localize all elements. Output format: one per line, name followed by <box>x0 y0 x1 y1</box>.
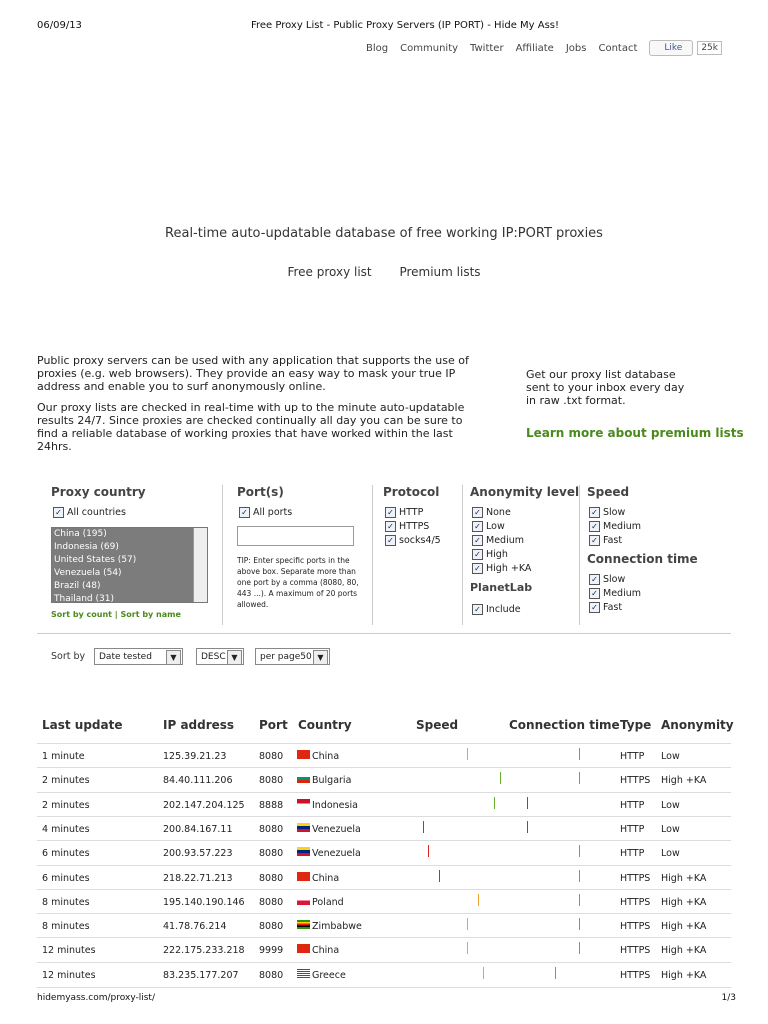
cell-last-update: 6 minutes <box>42 872 90 884</box>
speed-indicator <box>423 821 424 833</box>
cell-ip-address: 195.140.190.146 <box>163 896 245 908</box>
premium-promo-text: Get our proxy list database sent to your inbox every day in raw .txt format. <box>526 368 685 407</box>
checkbox-checked-icon: ✓ <box>472 521 483 532</box>
conn-label: Fast <box>603 601 623 613</box>
cell-country: China <box>312 945 340 957</box>
country-option[interactable]: Brazil (48) <box>54 581 101 591</box>
flag-china-icon <box>297 750 310 759</box>
cell-last-update: 6 minutes <box>42 848 90 860</box>
protocol-http-checkbox[interactable] <box>385 505 441 519</box>
table-row <box>37 937 731 962</box>
cell-country: China <box>312 872 340 884</box>
cell-type: HTTPS <box>620 969 651 981</box>
premium-lists-link[interactable]: Learn more about premium lists <box>526 426 744 440</box>
speed-indicator <box>467 942 468 954</box>
cell-port: 8080 <box>259 848 284 860</box>
cell-anonymity: Low <box>661 751 680 762</box>
sort-by-name-link[interactable]: Sort by name <box>120 610 181 619</box>
country-option[interactable]: Venezuela (54) <box>54 568 122 578</box>
cell-port: 8080 <box>259 896 284 908</box>
planetlab-include-checkbox[interactable] <box>472 602 521 616</box>
sort-separator: | <box>114 610 118 619</box>
conn-label: Medium <box>603 587 641 599</box>
table-row <box>37 816 731 841</box>
flag-china-icon <box>297 944 310 953</box>
all-countries-checkbox[interactable] <box>53 505 126 519</box>
connection-time-indicator <box>579 894 580 906</box>
cell-type: HTTPS <box>620 872 651 884</box>
cell-last-update: 4 minutes <box>42 823 90 835</box>
cell-anonymity: Low <box>661 823 680 835</box>
cell-country: Venezuela <box>312 848 361 860</box>
sort-field-value: Date tested <box>99 651 152 662</box>
anonymity-label: High <box>486 548 508 560</box>
checkbox-checked-icon: ✓ <box>239 507 250 518</box>
country-option[interactable]: Thailand (31) <box>54 594 114 603</box>
cell-last-update: 1 minute <box>42 751 85 762</box>
like-count: 25k <box>697 41 722 55</box>
cell-ip-address: 218.22.71.213 <box>163 872 233 884</box>
speed-indicator <box>494 797 495 809</box>
speed-label: Slow <box>603 506 626 518</box>
sort-field-select[interactable] <box>94 648 183 665</box>
anonymity-options <box>472 505 531 575</box>
country-option[interactable]: Indonesia (69) <box>54 542 119 552</box>
flag-venezuela-icon <box>297 823 310 832</box>
tagline: Real-time auto-updatable database of free working IP:PORT proxies <box>165 226 603 241</box>
flag-china-icon <box>297 872 310 881</box>
checkbox-checked-icon: ✓ <box>589 602 600 613</box>
ports-input[interactable] <box>237 526 354 546</box>
connection-time-indicator <box>579 942 580 954</box>
checkbox-checked-icon: ✓ <box>472 507 483 518</box>
speed-indicator <box>428 845 429 857</box>
anonymity-title: Anonymity level <box>470 485 580 499</box>
chevron-down-icon: ▼ <box>227 650 242 665</box>
cell-type: HTTP <box>620 799 645 811</box>
country-sort-links <box>51 610 181 619</box>
cell-last-update: 8 minutes <box>42 896 90 908</box>
all-ports-label: All ports <box>253 506 293 518</box>
cell-ip-address: 200.84.167.11 <box>163 823 233 835</box>
cell-port: 8080 <box>259 751 284 762</box>
ports-tip: TIP: Enter specific ports in the above box. Separate more than one port by a comma (8080, 80, 443 ...). A maximum of 20 ports allowed. <box>237 556 359 609</box>
col-country[interactable]: Country <box>298 718 352 732</box>
protocol-options <box>385 505 441 547</box>
cell-port: 8080 <box>259 823 284 835</box>
connection-time-indicator <box>555 967 556 979</box>
connection-time-indicator <box>579 772 580 784</box>
planetlab-title: PlanetLab <box>470 581 533 594</box>
top-nav <box>366 40 722 56</box>
protocol-label: HTTPS <box>399 520 430 532</box>
all-ports-checkbox[interactable] <box>239 505 292 519</box>
table-row <box>37 913 731 938</box>
speed-indicator <box>467 918 468 930</box>
col-port[interactable]: Port <box>259 718 288 732</box>
col-connection-time[interactable]: Connection time <box>509 718 620 732</box>
speed-indicator <box>439 870 440 882</box>
print-date: 06/09/13 <box>37 20 82 31</box>
table-row <box>37 792 731 817</box>
cell-anonymity: Low <box>661 799 680 811</box>
cell-last-update: 12 minutes <box>42 945 96 957</box>
table-row <box>37 865 731 890</box>
nav-jobs[interactable]: Jobs <box>565 42 587 54</box>
cell-type: HTTP <box>620 751 645 762</box>
cell-country: Greece <box>312 969 346 981</box>
cell-anonymity: High +KA <box>661 896 707 908</box>
connection-time-indicator <box>579 870 580 882</box>
subnav <box>0 265 768 279</box>
country-option[interactable]: China (195) <box>54 529 107 539</box>
connection-time-options <box>589 572 641 614</box>
checkbox-checked-icon: ✓ <box>472 549 483 560</box>
protocol-https-checkbox[interactable] <box>385 519 441 533</box>
anonymity-high-checkbox[interactable] <box>472 547 531 561</box>
checkbox-checked-icon: ✓ <box>589 521 600 532</box>
flag-venezuela-icon <box>297 847 310 856</box>
speed-indicator <box>500 772 501 784</box>
connection-time-indicator <box>579 918 580 930</box>
col-type[interactable]: Type <box>620 718 652 732</box>
cell-ip-address: 84.40.111.206 <box>163 775 233 787</box>
cell-port: 9999 <box>259 945 284 957</box>
cell-country: Zimbabwe <box>312 921 362 933</box>
anonymity-label: Medium <box>486 534 524 546</box>
cell-ip-address: 83.235.177.207 <box>163 969 239 981</box>
checkbox-checked-icon: ✓ <box>589 588 600 599</box>
cell-country: Bulgaria <box>312 775 352 787</box>
ports-title: Port(s) <box>237 485 284 499</box>
protocol-label: socks4/5 <box>399 534 441 546</box>
cell-country: Indonesia <box>312 799 358 811</box>
checkbox-checked-icon: ✓ <box>589 574 600 585</box>
cell-port: 8080 <box>259 969 284 981</box>
cell-port: 8080 <box>259 775 284 787</box>
cell-ip-address: 125.39.21.23 <box>163 751 227 762</box>
flag-poland-icon <box>297 896 310 905</box>
speed-label: Fast <box>603 534 623 546</box>
planetlab-label: Include <box>486 603 521 615</box>
anonymity-highka-checkbox[interactable] <box>472 561 531 575</box>
speed-slow-checkbox[interactable] <box>589 505 641 519</box>
cell-ip-address: 200.93.57.223 <box>163 848 233 860</box>
cell-type: HTTPS <box>620 921 651 933</box>
chevron-down-icon: ▼ <box>166 650 181 665</box>
speed-options <box>589 505 641 547</box>
connection-time-title: Connection time <box>587 552 698 566</box>
nav-affiliate[interactable]: Affiliate <box>515 42 554 54</box>
cell-last-update: 2 minutes <box>42 775 90 787</box>
conn-medium-checkbox[interactable] <box>589 586 641 600</box>
checkbox-checked-icon: ✓ <box>472 535 483 546</box>
col-speed[interactable]: Speed <box>416 718 459 732</box>
table-row <box>37 743 731 768</box>
cell-last-update: 8 minutes <box>42 921 90 933</box>
cell-anonymity: High +KA <box>661 775 707 787</box>
footer-url: hidemyass.com/proxy-list/ <box>37 993 155 1003</box>
flag-indonesia-icon <box>297 799 310 808</box>
connection-time-indicator <box>527 821 528 833</box>
connection-time-indicator <box>579 748 580 760</box>
checkbox-checked-icon: ✓ <box>472 563 483 574</box>
cell-type: HTTPS <box>620 896 651 908</box>
free-proxy-list-link[interactable]: Free proxy list <box>287 265 372 279</box>
sort-order-select[interactable] <box>196 648 244 665</box>
anonymity-label: Low <box>486 520 505 532</box>
conn-slow-checkbox[interactable] <box>589 572 641 586</box>
conn-label: Slow <box>603 573 626 585</box>
cell-country: Poland <box>312 896 344 908</box>
cell-anonymity: High +KA <box>661 921 707 933</box>
cell-last-update: 12 minutes <box>42 969 96 981</box>
protocol-title: Protocol <box>383 485 440 499</box>
sort-by-label: Sort by <box>51 651 86 662</box>
flag-greece-icon <box>297 969 310 978</box>
checkbox-checked-icon: ✓ <box>53 507 64 518</box>
col-ip-address[interactable]: IP address <box>163 718 235 732</box>
cell-type: HTTPS <box>620 945 651 957</box>
flag-zimbabwe-icon <box>297 920 310 929</box>
premium-lists-link[interactable]: Premium lists <box>399 265 481 279</box>
protocol-socks-checkbox[interactable] <box>385 533 441 547</box>
conn-fast-checkbox[interactable] <box>589 600 641 614</box>
checkbox-checked-icon: ✓ <box>589 535 600 546</box>
connection-time-indicator <box>579 845 580 857</box>
speed-medium-checkbox[interactable] <box>589 519 641 533</box>
nav-contact[interactable]: Contact <box>598 42 638 54</box>
speed-indicator <box>483 967 484 979</box>
country-option[interactable]: United States (57) <box>54 555 137 565</box>
table-row <box>37 962 731 987</box>
nav-blog[interactable]: Blog <box>366 42 389 54</box>
checkbox-checked-icon: ✓ <box>385 507 396 518</box>
speed-label: Medium <box>603 520 641 532</box>
sort-by-count-link[interactable]: Sort by count <box>51 610 112 619</box>
checkbox-checked-icon: ✓ <box>385 535 396 546</box>
nav-twitter[interactable]: Twitter <box>470 42 504 54</box>
checkbox-checked-icon: ✓ <box>589 507 600 518</box>
checkbox-checked-icon: ✓ <box>385 521 396 532</box>
nav-community[interactable]: Community <box>400 42 459 54</box>
cell-ip-address: 41.78.76.214 <box>163 921 227 933</box>
connection-time-indicator <box>527 797 528 809</box>
cell-port: 8080 <box>259 872 284 884</box>
sort-order-value: DESC <box>201 651 226 662</box>
anonymity-label: High +KA <box>486 562 532 574</box>
per-page-select[interactable] <box>255 648 330 665</box>
flag-bulgaria-icon <box>297 774 310 783</box>
cell-country: China <box>312 751 340 762</box>
cell-country: Venezuela <box>312 823 361 835</box>
cell-type: HTTP <box>620 823 645 835</box>
footer-page: 1/3 <box>721 993 736 1003</box>
print-title: Free Proxy List - Public Proxy Servers (IP PORT) - Hide My Ass! <box>250 20 560 31</box>
cell-type: HTTP <box>620 848 645 860</box>
anonymity-low-checkbox[interactable] <box>472 519 531 533</box>
cell-port: 8888 <box>259 799 284 811</box>
anonymity-medium-checkbox[interactable] <box>472 533 531 547</box>
table-row <box>37 767 731 792</box>
chevron-down-icon: ▼ <box>313 650 328 665</box>
proxy-country-title: Proxy country <box>51 485 146 499</box>
table-row <box>37 889 731 914</box>
cell-ip-address: 222.175.233.218 <box>163 945 245 957</box>
intro-paragraph-2: Our proxy lists are checked in real-time with up to the minute auto-updatable results 24/7. Since proxies are checked continually all day you can be sure to find a reliable database of working proxies that have worked within the last 24hrs. <box>37 401 465 453</box>
checkbox-checked-icon: ✓ <box>472 604 483 615</box>
all-countries-label: All countries <box>67 506 126 518</box>
cell-ip-address: 202.147.204.125 <box>163 799 245 811</box>
cell-anonymity: Low <box>661 848 680 860</box>
table-row <box>37 840 731 865</box>
like-button[interactable]: Like <box>649 40 693 56</box>
cell-type: HTTPS <box>620 775 651 787</box>
country-listbox[interactable] <box>51 527 208 603</box>
intro-paragraph-1: Public proxy servers can be used with any application that supports the use of proxies (e.g. web browsers). They provide an easy way to mask your true IP address and enable you to surf anonymously online. <box>37 354 469 393</box>
anonymity-label: None <box>486 506 511 518</box>
country-list-scrollbar[interactable] <box>193 528 207 602</box>
anonymity-none-checkbox[interactable] <box>472 505 531 519</box>
cell-anonymity: High +KA <box>661 969 707 981</box>
cell-anonymity: High +KA <box>661 872 707 884</box>
cell-port: 8080 <box>259 921 284 933</box>
per-page-value: per page50 <box>260 651 312 662</box>
cell-last-update: 2 minutes <box>42 799 90 811</box>
speed-indicator <box>467 748 468 760</box>
cell-anonymity: High +KA <box>661 945 707 957</box>
speed-title: Speed <box>587 485 630 499</box>
protocol-label: HTTP <box>399 506 424 518</box>
speed-indicator <box>478 894 479 906</box>
col-last-update[interactable]: Last update <box>42 718 123 732</box>
col-anonymity[interactable]: Anonymity <box>661 718 734 732</box>
speed-fast-checkbox[interactable] <box>589 533 641 547</box>
